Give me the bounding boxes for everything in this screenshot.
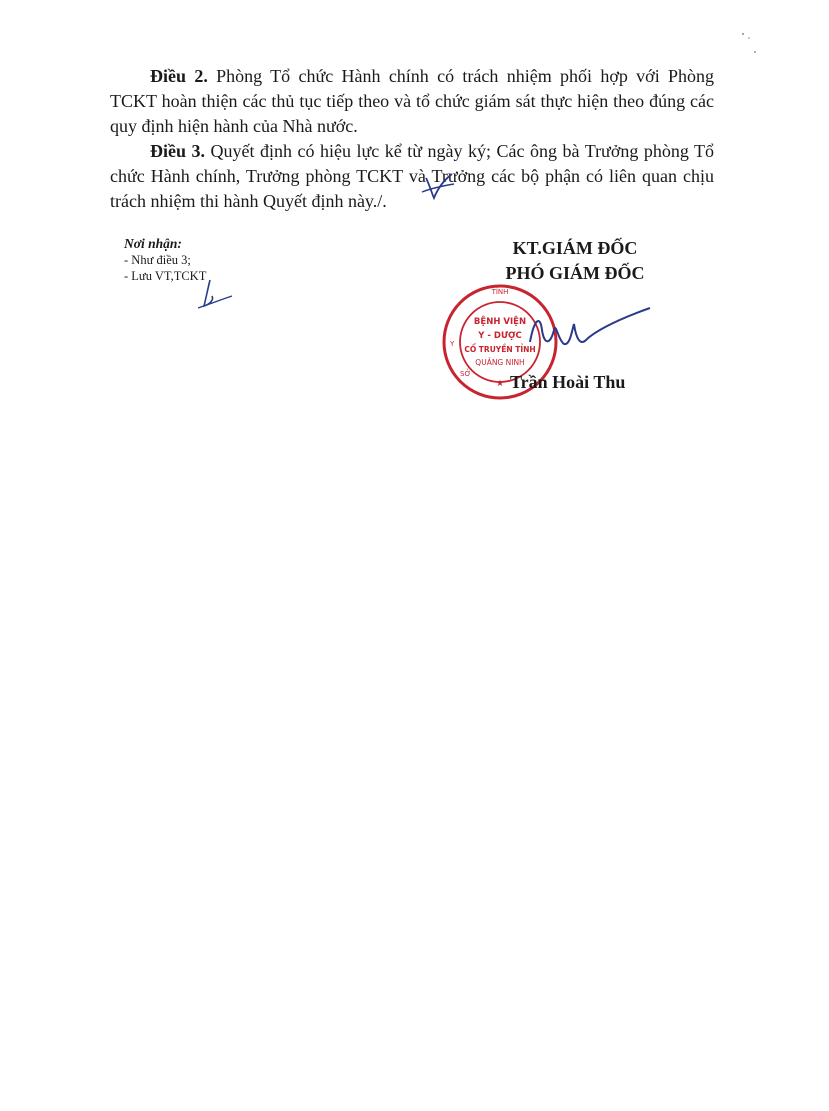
recipient-item: - Lưu VT,TCKT [124, 269, 207, 283]
svg-text:TỈNH: TỈNH [491, 288, 509, 296]
signer-line-2: PHÓ GIÁM ĐỐC [505, 263, 645, 283]
svg-text:SỞ: SỞ [460, 370, 471, 378]
scan-speck-icon [739, 28, 759, 58]
recipient-item: - Như điều 3; [124, 253, 191, 267]
article-2 [110, 64, 714, 139]
signer-name: Trần Hoài Thu [510, 372, 626, 392]
svg-text:CỔ TRUYỀN TỈNH: CỔ TRUYỀN TỈNH [464, 345, 536, 354]
article-3 [110, 139, 714, 214]
handwritten-initial-icon [420, 170, 460, 204]
svg-text:QUẢNG NINH: QUẢNG NINH [475, 358, 525, 367]
handwritten-initial-icon [196, 278, 236, 314]
svg-text:BỆNH VIỆN: BỆNH VIỆN [473, 317, 527, 327]
svg-text:★: ★ [495, 379, 505, 389]
article-2-text: Phòng Tổ chức Hành chính có trách nhiệm phối hợp với Phòng TCKT hoàn thiện các thủ tục tiếp theo và tổ chức giám sát thực hiện theo đúng các quy định hiện hành của Nhà nước. [110, 66, 715, 136]
svg-text:Y - DƯỢC: Y - DƯỢC [478, 331, 522, 341]
signer-block [470, 236, 680, 286]
recipients-block [124, 236, 206, 284]
recipients-title: Nơi nhận: [124, 236, 182, 251]
signature-icon [520, 300, 660, 360]
article-3-text: Quyết định có hiệu lực kể từ ngày ký; Các ông bà Trưởng phòng Tổ chức Hành chính, Trưởng phòng TCKT và Trưởng các bộ phận có liên quan chịu trách nhiệm thi hành Quyết định này./. [110, 141, 715, 211]
signer-line-1: KT.GIÁM ĐỐC [512, 238, 638, 258]
svg-text:Y: Y [450, 340, 455, 348]
document-body [110, 64, 714, 214]
article-2-label: Điều 2. [150, 66, 208, 86]
article-3-label: Điều 3. [150, 141, 206, 161]
